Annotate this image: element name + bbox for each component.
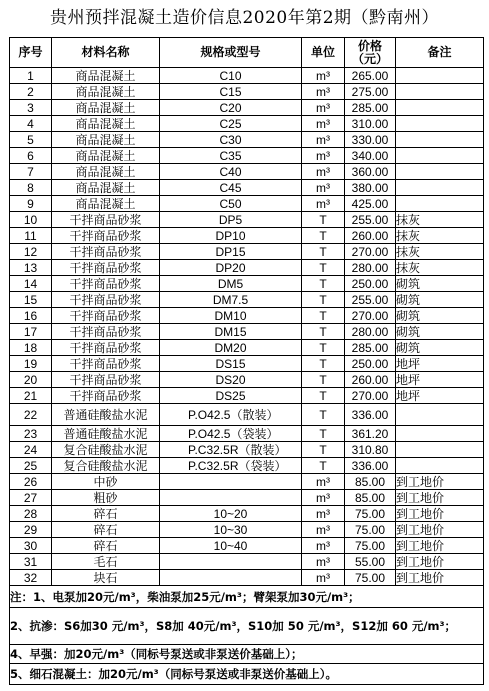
- remark-cell: 砌筑: [396, 340, 484, 356]
- remark-cell: 抹灰: [396, 228, 484, 244]
- table-row: [10, 276, 484, 292]
- unit-cell: m³: [302, 474, 345, 490]
- note-text: 4、早强：加20元/m³（同标号泵送或非泵送价基础上）；: [10, 645, 484, 664]
- remark-cell: [396, 404, 484, 426]
- spec-model-cell: DS25: [160, 388, 302, 404]
- material-name-cell: 干拌商品砂浆: [52, 324, 160, 340]
- table-row: [10, 196, 484, 212]
- header-spec: 规格或型号: [160, 38, 302, 68]
- remark-cell: 抹灰: [396, 260, 484, 276]
- remark-cell: 地坪: [396, 388, 484, 404]
- row-number-cell: 17: [10, 324, 52, 340]
- remark-cell: [396, 164, 484, 180]
- row-number-cell: 15: [10, 292, 52, 308]
- material-name-cell: 普通硅酸盐水泥: [52, 404, 160, 426]
- spec-model-cell: [160, 490, 302, 506]
- spec-model-cell: DM10: [160, 308, 302, 324]
- material-name-cell: 干拌商品砂浆: [52, 276, 160, 292]
- remark-cell: [396, 132, 484, 148]
- table-row: [10, 68, 484, 84]
- unit-cell: m³: [302, 68, 345, 84]
- row-number-cell: 13: [10, 260, 52, 276]
- remark-cell: 到工地价: [396, 474, 484, 490]
- material-name-cell: 干拌商品砂浆: [52, 372, 160, 388]
- remark-cell: 地坪: [396, 372, 484, 388]
- unit-cell: T: [302, 228, 345, 244]
- row-number-cell: 31: [10, 554, 52, 570]
- unit-cell: m³: [302, 538, 345, 554]
- price-cell: 85.00: [345, 490, 396, 506]
- table-row: [10, 340, 484, 356]
- price-cell: 275.00: [345, 84, 396, 100]
- table-row: [10, 490, 484, 506]
- spec-model-cell: C35: [160, 148, 302, 164]
- row-number-cell: 14: [10, 276, 52, 292]
- remark-cell: 砌筑: [396, 324, 484, 340]
- table-row: [10, 388, 484, 404]
- material-name-cell: 商品混凝土: [52, 68, 160, 84]
- material-name-cell: 商品混凝土: [52, 196, 160, 212]
- spec-model-cell: DS15: [160, 356, 302, 372]
- note-row: [10, 608, 484, 645]
- row-number-cell: 27: [10, 490, 52, 506]
- price-cell: 270.00: [345, 388, 396, 404]
- material-name-cell: 干拌商品砂浆: [52, 244, 160, 260]
- unit-cell: m³: [302, 490, 345, 506]
- material-name-cell: 中砂: [52, 474, 160, 490]
- price-cell: 310.00: [345, 116, 396, 132]
- spec-model-cell: [160, 570, 302, 586]
- header-price: [345, 38, 396, 68]
- unit-cell: T: [302, 292, 345, 308]
- row-number-cell: 21: [10, 388, 52, 404]
- price-cell: 285.00: [345, 100, 396, 116]
- page-title: 贵州预拌混凝土造价信息2020年第2期（黔南州）: [49, 8, 440, 28]
- price-cell: 280.00: [345, 260, 396, 276]
- unit-cell: m³: [302, 554, 345, 570]
- table-row: [10, 442, 484, 458]
- table-body: [10, 68, 484, 586]
- remark-cell: [396, 180, 484, 196]
- remark-cell: 到工地价: [396, 538, 484, 554]
- remark-cell: 到工地价: [396, 506, 484, 522]
- spec-model-cell: C25: [160, 116, 302, 132]
- table-row: [10, 570, 484, 586]
- table-row: [10, 356, 484, 372]
- spec-model-cell: DM7.5: [160, 292, 302, 308]
- remark-cell: 到工地价: [396, 554, 484, 570]
- material-name-cell: 干拌商品砂浆: [52, 340, 160, 356]
- row-number-cell: 16: [10, 308, 52, 324]
- material-name-cell: 商品混凝土: [52, 148, 160, 164]
- spec-model-cell: DM15: [160, 324, 302, 340]
- table-row: [10, 458, 484, 474]
- material-name-cell: 复合硅酸盐水泥: [52, 458, 160, 474]
- price-cell: 270.00: [345, 308, 396, 324]
- row-number-cell: 5: [10, 132, 52, 148]
- table-row: [10, 100, 484, 116]
- remark-cell: [396, 442, 484, 458]
- row-number-cell: 24: [10, 442, 52, 458]
- table-header-row: [10, 38, 484, 68]
- spec-model-cell: DP20: [160, 260, 302, 276]
- material-name-cell: 商品混凝土: [52, 164, 160, 180]
- unit-cell: m³: [302, 522, 345, 538]
- price-table: [9, 37, 484, 685]
- price-cell: 55.00: [345, 554, 396, 570]
- row-number-cell: 11: [10, 228, 52, 244]
- remark-cell: 砌筑: [396, 276, 484, 292]
- row-number-cell: 19: [10, 356, 52, 372]
- row-number-cell: 3: [10, 100, 52, 116]
- spec-model-cell: DP5: [160, 212, 302, 228]
- material-name-cell: 商品混凝土: [52, 180, 160, 196]
- price-cell: 340.00: [345, 148, 396, 164]
- spec-model-cell: [160, 554, 302, 570]
- remark-cell: 到工地价: [396, 570, 484, 586]
- unit-cell: m³: [302, 132, 345, 148]
- table-row: [10, 538, 484, 554]
- unit-cell: T: [302, 458, 345, 474]
- material-name-cell: 干拌商品砂浆: [52, 228, 160, 244]
- note-text: 5、细石混凝土：加20元/m³（同标号泵送或非泵送价基础上）。: [10, 664, 484, 685]
- material-name-cell: 普通硅酸盐水泥: [52, 426, 160, 442]
- material-name-cell: 碎石: [52, 506, 160, 522]
- remark-cell: [396, 458, 484, 474]
- spec-model-cell: C20: [160, 100, 302, 116]
- remark-cell: [396, 196, 484, 212]
- row-number-cell: 22: [10, 404, 52, 426]
- unit-cell: T: [302, 442, 345, 458]
- material-name-cell: 粗砂: [52, 490, 160, 506]
- row-number-cell: 23: [10, 426, 52, 442]
- unit-cell: m³: [302, 148, 345, 164]
- note-row: [10, 645, 484, 664]
- table-row: [10, 116, 484, 132]
- row-number-cell: 2: [10, 84, 52, 100]
- table-row: [10, 522, 484, 538]
- header-no: 序号: [10, 38, 52, 68]
- unit-cell: m³: [302, 84, 345, 100]
- price-cell: 425.00: [345, 196, 396, 212]
- unit-cell: T: [302, 308, 345, 324]
- price-cell: 265.00: [345, 68, 396, 84]
- table-row: [10, 474, 484, 490]
- material-name-cell: 干拌商品砂浆: [52, 292, 160, 308]
- price-cell: 250.00: [345, 356, 396, 372]
- row-number-cell: 20: [10, 372, 52, 388]
- price-cell: 270.00: [345, 244, 396, 260]
- row-number-cell: 29: [10, 522, 52, 538]
- price-cell: 75.00: [345, 570, 396, 586]
- price-cell: 280.00: [345, 324, 396, 340]
- unit-cell: T: [302, 260, 345, 276]
- spec-model-cell: C40: [160, 164, 302, 180]
- material-name-cell: 干拌商品砂浆: [52, 260, 160, 276]
- unit-cell: T: [302, 426, 345, 442]
- price-cell: 285.00: [345, 340, 396, 356]
- price-cell: 336.00: [345, 458, 396, 474]
- price-cell: 85.00: [345, 474, 396, 490]
- remark-cell: [396, 100, 484, 116]
- material-name-cell: 商品混凝土: [52, 100, 160, 116]
- unit-cell: T: [302, 212, 345, 228]
- table-row: [10, 132, 484, 148]
- note-text: 注：1、电泵加20元/m³，柴油泵加25元/m³；臂架泵加30元/m³；: [10, 586, 484, 608]
- table-row: [10, 308, 484, 324]
- material-name-cell: 碎石: [52, 522, 160, 538]
- remark-cell: 地坪: [396, 356, 484, 372]
- row-number-cell: 6: [10, 148, 52, 164]
- row-number-cell: 28: [10, 506, 52, 522]
- header-price-line1: 价格: [357, 38, 382, 53]
- table-row: [10, 148, 484, 164]
- header-unit: 单位: [302, 38, 345, 68]
- note-row: [10, 664, 484, 685]
- row-number-cell: 30: [10, 538, 52, 554]
- note-row: [10, 586, 484, 608]
- price-cell: 380.00: [345, 180, 396, 196]
- header-name: 材料名称: [52, 38, 160, 68]
- material-name-cell: 复合硅酸盐水泥: [52, 442, 160, 458]
- remark-cell: 砌筑: [396, 292, 484, 308]
- remark-cell: [396, 84, 484, 100]
- material-name-cell: 商品混凝土: [52, 116, 160, 132]
- unit-cell: T: [302, 388, 345, 404]
- unit-cell: m³: [302, 100, 345, 116]
- spec-model-cell: 10~20: [160, 506, 302, 522]
- spec-model-cell: P.C32.5R（袋装）: [160, 458, 302, 474]
- material-name-cell: 商品混凝土: [52, 132, 160, 148]
- remark-cell: 砌筑: [396, 308, 484, 324]
- price-cell: 360.00: [345, 164, 396, 180]
- material-name-cell: 块石: [52, 570, 160, 586]
- price-cell: 75.00: [345, 506, 396, 522]
- table-row: [10, 292, 484, 308]
- unit-cell: T: [302, 372, 345, 388]
- spec-model-cell: P.O42.5（散装）: [160, 404, 302, 426]
- table-row: [10, 164, 484, 180]
- unit-cell: T: [302, 324, 345, 340]
- table-row: [10, 212, 484, 228]
- material-name-cell: 商品混凝土: [52, 84, 160, 100]
- spec-model-cell: DM5: [160, 276, 302, 292]
- row-number-cell: 8: [10, 180, 52, 196]
- row-number-cell: 9: [10, 196, 52, 212]
- table-row: [10, 554, 484, 570]
- spec-model-cell: C45: [160, 180, 302, 196]
- table-row: [10, 260, 484, 276]
- remark-cell: 抹灰: [396, 212, 484, 228]
- row-number-cell: 32: [10, 570, 52, 586]
- remark-cell: [396, 116, 484, 132]
- material-name-cell: 干拌商品砂浆: [52, 388, 160, 404]
- spec-model-cell: DP15: [160, 244, 302, 260]
- price-cell: 361.20: [345, 426, 396, 442]
- price-cell: 336.00: [345, 404, 396, 426]
- row-number-cell: 18: [10, 340, 52, 356]
- price-cell: 75.00: [345, 522, 396, 538]
- table-row: [10, 228, 484, 244]
- remark-cell: 抹灰: [396, 244, 484, 260]
- table-row: [10, 426, 484, 442]
- material-name-cell: 干拌商品砂浆: [52, 212, 160, 228]
- unit-cell: T: [302, 356, 345, 372]
- row-number-cell: 7: [10, 164, 52, 180]
- unit-cell: m³: [302, 116, 345, 132]
- table-row: [10, 180, 484, 196]
- spec-model-cell: DP10: [160, 228, 302, 244]
- spec-model-cell: [160, 474, 302, 490]
- spec-model-cell: P.O42.5（袋装）: [160, 426, 302, 442]
- remark-cell: [396, 68, 484, 84]
- price-cell: 255.00: [345, 212, 396, 228]
- price-cell: 255.00: [345, 292, 396, 308]
- spec-model-cell: P.C32.5R（散装）: [160, 442, 302, 458]
- row-number-cell: 1: [10, 68, 52, 84]
- header-remark: 备注: [396, 38, 484, 68]
- unit-cell: T: [302, 276, 345, 292]
- row-number-cell: 25: [10, 458, 52, 474]
- price-cell: 75.00: [345, 538, 396, 554]
- table-row: [10, 404, 484, 426]
- remark-cell: [396, 426, 484, 442]
- material-name-cell: 干拌商品砂浆: [52, 308, 160, 324]
- price-cell: 250.00: [345, 276, 396, 292]
- remark-cell: 到工地价: [396, 522, 484, 538]
- row-number-cell: 4: [10, 116, 52, 132]
- remark-cell: [396, 148, 484, 164]
- note-text: 2、抗渗：S6加30 元/m³，S8加 40元/m³，S10加 50 元/m³，S12加 60 元/m³；: [10, 608, 484, 645]
- unit-cell: T: [302, 244, 345, 260]
- spec-model-cell: 10~30: [160, 522, 302, 538]
- material-name-cell: 毛石: [52, 554, 160, 570]
- unit-cell: m³: [302, 164, 345, 180]
- price-cell: 330.00: [345, 132, 396, 148]
- remark-cell: 到工地价: [396, 490, 484, 506]
- table-row: [10, 84, 484, 100]
- unit-cell: m³: [302, 180, 345, 196]
- table-row: [10, 372, 484, 388]
- row-number-cell: 10: [10, 212, 52, 228]
- price-cell: 260.00: [345, 228, 396, 244]
- material-name-cell: 碎石: [52, 538, 160, 554]
- spec-model-cell: C10: [160, 68, 302, 84]
- spec-model-cell: C50: [160, 196, 302, 212]
- price-cell: 310.80: [345, 442, 396, 458]
- unit-cell: m³: [302, 570, 345, 586]
- material-name-cell: 干拌商品砂浆: [52, 356, 160, 372]
- table-row: [10, 506, 484, 522]
- spec-model-cell: 10~40: [160, 538, 302, 554]
- unit-cell: T: [302, 404, 345, 426]
- spec-model-cell: DS20: [160, 372, 302, 388]
- unit-cell: m³: [302, 196, 345, 212]
- header-price-line2: （元）: [351, 51, 388, 66]
- table-row: [10, 244, 484, 260]
- row-number-cell: 12: [10, 244, 52, 260]
- spec-model-cell: C30: [160, 132, 302, 148]
- row-number-cell: 26: [10, 474, 52, 490]
- unit-cell: T: [302, 340, 345, 356]
- spec-model-cell: DM20: [160, 340, 302, 356]
- price-cell: 260.00: [345, 372, 396, 388]
- table-row: [10, 324, 484, 340]
- spec-model-cell: C15: [160, 84, 302, 100]
- unit-cell: m³: [302, 506, 345, 522]
